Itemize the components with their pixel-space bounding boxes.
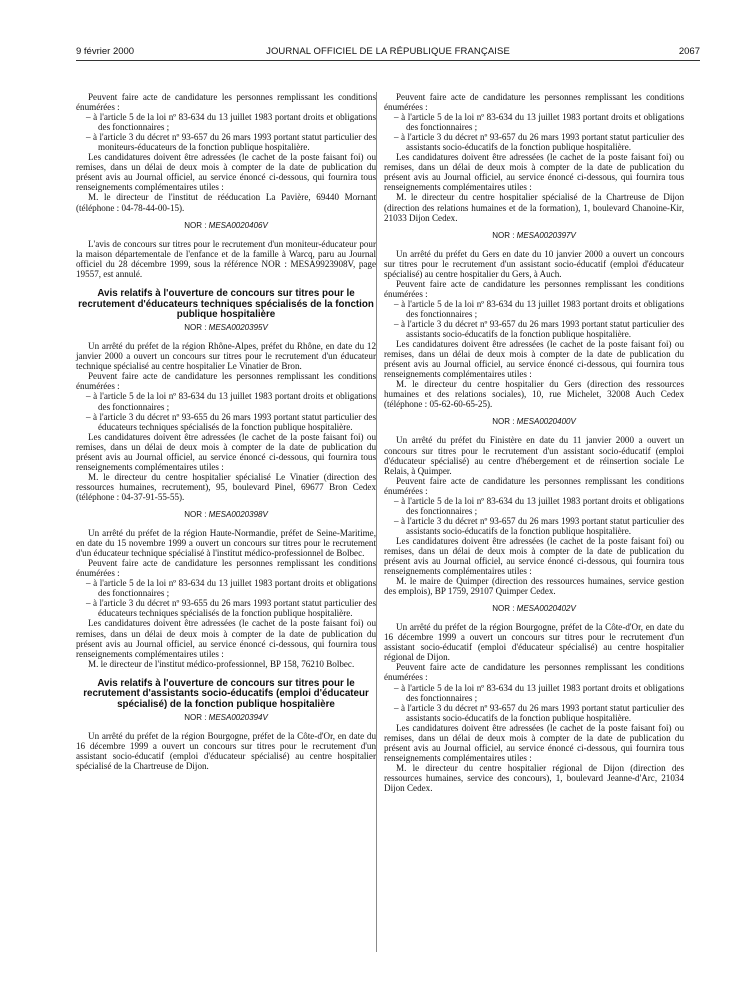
condition-item: – à l'article 5 de la loi nº 83-634 du 13 juillet 1983 portant droits et obligations des fonctionnaires ; xyxy=(394,112,684,133)
notice-paragraph: L'avis de concours sur titres pour le recrutement d'un moniteur-éducateur pour la maison départementale de l'enfance et de la famille à Warcq, paru au Journal officiel du 28 décembre 1999, sous la référence NOR : MESA9923908V, page 19557, est annulé. xyxy=(76,238,376,279)
nor-code: MESA0020395V xyxy=(208,323,268,333)
nor-code: MESA0020402V xyxy=(516,604,576,614)
nor-code: MESA0020400V xyxy=(516,417,576,427)
conditions-intro: Peuvent faire acte de candidature les personnes remplissant les conditions énumérées : xyxy=(76,371,376,392)
journal-title: JOURNAL OFFICIEL DE LA RÉPUBLIQUE FRANÇAISE xyxy=(266,46,510,57)
candidature-paragraph: Les candidatures doivent être adressées (le cachet de la poste faisant foi) ou remises, dans un délai de deux mois à compter de la date de publication du présent avis au Journal officiel, au service énoncé ci-dessous, qui fournira tous renseignements complémentaires utiles : xyxy=(384,339,684,380)
conditions-list xyxy=(384,112,684,152)
condition-item: – à l'article 3 du décret nº 93-657 du 26 mars 1993 portant statut particulier des assistants socio-éducatifs de la fonction publique hospitalière. xyxy=(394,702,684,723)
nor-label: NOR : xyxy=(184,509,207,519)
contact-address: M. le directeur du centre hospitalier du Gers (direction des ressources humaines et des relations sociales), 10, rue Michelet, 32008 Auch Cedex (téléphone : 05-62-60-65-25). xyxy=(384,379,684,410)
condition-item: – à l'article 5 de la loi nº 83-634 du 13 juillet 1983 portant droits et obligations des fonctionnaires ; xyxy=(86,578,376,599)
condition-item: – à l'article 3 du décret nº 93-657 du 26 mars 1993 portant statut particulier des assistants socio-éducatifs de la fonction publique hospitalière. xyxy=(394,515,684,536)
nor-reference xyxy=(76,713,376,723)
condition-item: – à l'article 5 de la loi nº 83-634 du 13 juillet 1983 portant droits et obligations des fonctionnaires ; xyxy=(394,298,684,319)
contact-address: M. le directeur de l'institut de rééducation La Pavière, 69440 Mornant (téléphone : 04-78-44-00-15). xyxy=(76,192,376,213)
condition-item: – à l'article 5 de la loi nº 83-634 du 13 juillet 1983 portant droits et obligations des fonctionnaires ; xyxy=(86,112,376,133)
notice-paragraph: Un arrêté du préfet de la région Bourgogne, préfet de la Côte-d'Or, en date du 16 décembre 1999 a ouvert un concours sur titres pour le recrutement d'un assistant socio-éducatif (emploi d'éducateur spécialisé) au centre hospitalier régional de Dijon. xyxy=(384,622,684,663)
nor-label: NOR : xyxy=(492,604,515,614)
nor-reference xyxy=(76,510,376,520)
condition-item: – à l'article 3 du décret nº 93-655 du 26 mars 1993 portant statut particulier des éducateurs techniques spécialisés de la fonction publique hospitalière. xyxy=(86,598,376,619)
nor-reference xyxy=(76,323,376,333)
candidature-paragraph: Les candidatures doivent être adressées (le cachet de la poste faisant foi) ou remises, dans un délai de deux mois à compter de la date de publication du présent avis au Journal officiel, au service énoncé ci-dessous, qui fournira tous renseignements complémentaires utiles : xyxy=(76,152,376,193)
section-heading: Avis relatifs à l'ouverture de concours sur titres pour le recrutement d'éducateurs techniques spécialisés de la fonction publique hospitalière xyxy=(78,287,374,321)
section-heading: Avis relatifs à l'ouverture de concours sur titres pour le recrutement d'assistants socio-éducatifs (emploi d'éducateur spécialisé) de la fonction publique hospitalière xyxy=(83,677,369,711)
nor-code: MESA0020398V xyxy=(208,509,268,519)
condition-item: – à l'article 3 du décret nº 93-657 du 26 mars 1993 portant statut particulier des assistants socio-éducatifs de la fonction publique hospitalière. xyxy=(394,318,684,340)
nor-label: NOR : xyxy=(492,230,515,240)
page-header xyxy=(76,46,700,60)
notice-paragraph: Un arrêté du préfet du Gers en date du 10 janvier 2000 a ouvert un concours sur titres pour le recrutement d'un assistant socio-éducatif (emploi d'éducateur spécialisé) au centre hospitalier du Gers, à Auch. xyxy=(384,248,684,279)
candidature-paragraph: Les candidatures doivent être adressées (le cachet de la poste faisant foi) ou remises, dans un délai de deux mois à compter de la date de publication du présent avis au Journal officiel, au service énoncé ci-dessous, qui fournira tous renseignements complémentaires utiles : xyxy=(384,722,684,763)
contact-address: M. le directeur du centre hospitalier spécialisé de la Chartreuse de Dijon (direction des relations humaines et de la formation), 1, boulevard Chanoine-Kir, 21033 Dijon Cedex. xyxy=(384,192,684,223)
condition-item: – à l'article 3 du décret nº 93-657 du 26 mars 1993 portant statut particulier des moniteurs-éducateurs de la fonction publique hospitalière. xyxy=(86,132,376,153)
nor-code: MESA0020394V xyxy=(208,713,268,723)
contact-address: M. le directeur du centre hospitalier spécialisé Le Vinatier (direction des ressources humaines, recrutement), 95, boulevard Pinel, 69677 Bron Cedex (téléphone : 04-37-91-55-55). xyxy=(76,471,376,502)
conditions-intro: Peuvent faire acte de candidature les personnes remplissant les conditions énumérées : xyxy=(384,92,684,113)
conditions-list xyxy=(384,299,684,339)
candidature-paragraph: Les candidatures doivent être adressées (le cachet de la poste faisant foi) ou remises, dans un délai de deux mois à compter de la date de publication du présent avis au Journal officiel, au service énoncé ci-dessous, qui fournira tous renseignements complémentaires utiles : xyxy=(76,618,376,659)
notice-paragraph: Un arrêté du préfet de la région Rhône-Alpes, préfet du Rhône, en date du 12 janvier 2000 a ouvert un concours sur titres pour le recrutement d'un éducateur technique spécialisé au centre hospitalier Le Vinatier de Bron. xyxy=(76,341,376,372)
left-column xyxy=(76,92,376,771)
condition-item: – à l'article 5 de la loi nº 83-634 du 13 juillet 1983 portant droits et obligations des fonctionnaires ; xyxy=(394,495,684,516)
conditions-list xyxy=(76,112,376,152)
column-divider xyxy=(376,92,377,952)
condition-item: – à l'article 5 de la loi nº 83-634 du 13 juillet 1983 portant droits et obligations des fonctionnaires ; xyxy=(86,391,376,412)
conditions-intro: Peuvent faire acte de candidature les personnes remplissant les conditions énumérées : xyxy=(384,662,684,683)
conditions-intro: Peuvent faire acte de candidature les personnes remplissant les conditions énumérées : xyxy=(384,475,684,496)
conditions-intro: Peuvent faire acte de candidature les personnes remplissant les conditions énumérées : xyxy=(384,278,684,299)
nor-label: NOR : xyxy=(184,220,207,230)
conditions-list xyxy=(384,683,684,723)
header-rule xyxy=(76,60,700,61)
nor-reference xyxy=(384,417,684,427)
notice-paragraph: Un arrêté du préfet du Finistère en date du 11 janvier 2000 a ouvert un concours sur titres pour le recrutement d'un assistant socio-éducatif (emploi d'éducateur spécialisé) au centre d'hébergement et de réinsertion sociale Le Relais, à Quimper. xyxy=(384,435,684,476)
nor-label: NOR : xyxy=(184,713,207,723)
nor-label: NOR : xyxy=(492,417,515,427)
issue-date: 9 février 2000 xyxy=(76,46,135,57)
nor-code: MESA0020397V xyxy=(516,230,576,240)
candidature-paragraph: Les candidatures doivent être adressées (le cachet de la poste faisant foi) ou remises, dans un délai de deux mois à compter de la date de publication du présent avis au Journal officiel, au service énoncé ci-dessous, qui fournira tous renseignements complémentaires utiles : xyxy=(384,535,684,577)
notice-paragraph: Un arrêté du préfet de la région Bourgogne, préfet de la Côte-d'Or, en date du 16 décembre 1999 a ouvert un concours sur titres pour le recrutement d'un assistant socio-éducatif (emploi d'éducateur spécialisé) au centre hospitalier spécialisé de la Chartreuse de Dijon. xyxy=(76,731,376,772)
page-number: 2067 xyxy=(678,46,700,57)
notice-paragraph: Un arrêté du préfet de la région Haute-Normandie, préfet de Seine-Maritime, en date du 15 novembre 1999 a ouvert un concours sur titres pour le recrutement d'un éducateur technique spécialisé à l'institut médico-professionnel de Bolbec. xyxy=(76,528,376,559)
conditions-list xyxy=(76,391,376,431)
right-column xyxy=(384,92,684,793)
condition-item: – à l'article 3 du décret nº 93-657 du 26 mars 1993 portant statut particulier des assistants socio-éducatifs de la fonction publique hospitalière. xyxy=(394,132,684,153)
nor-label: NOR : xyxy=(184,323,207,333)
candidature-paragraph: Les candidatures doivent être adressées (le cachet de la poste faisant foi) ou remises, dans un délai de deux mois à compter de la date de publication du présent avis au Journal officiel, au service énoncé ci-dessous, qui fournira tous renseignements complémentaires utiles : xyxy=(384,152,684,193)
candidature-paragraph: Les candidatures doivent être adressées (le cachet de la poste faisant foi) ou remises, dans un délai de deux mois à compter de la date de publication du présent avis au Journal officiel, au service énoncé ci-dessous, qui fournira tous renseignements complémentaires utiles : xyxy=(76,431,376,472)
contact-address: M. le directeur de l'institut médico-professionnel, BP 158, 76210 Bolbec. xyxy=(88,658,355,669)
conditions-list xyxy=(76,578,376,618)
condition-item: – à l'article 5 de la loi nº 83-634 du 13 juillet 1983 portant droits et obligations des fonctionnaires ; xyxy=(394,682,684,703)
contact-address: M. le directeur du centre hospitalier régional de Dijon (direction des ressources humaines, service des concours), 1, boulevard Jeanne-d'Arc, 21034 Dijon Cedex. xyxy=(384,762,684,793)
conditions-intro: Peuvent faire acte de candidature les personnes remplissant les conditions énumérées : xyxy=(76,558,376,579)
condition-item: – à l'article 3 du décret nº 93-655 du 26 mars 1993 portant statut particulier des éducateurs techniques spécialisés de la fonction publique hospitalière. xyxy=(86,411,376,432)
nor-reference xyxy=(76,221,376,231)
nor-reference xyxy=(384,231,684,241)
nor-code: MESA0020406V xyxy=(208,220,268,230)
contact-address: M. le maire de Quimper (direction des ressources humaines, service gestion des emplois), BP 1759, 29107 Quimper Cedex. xyxy=(384,576,684,597)
conditions-intro: Peuvent faire acte de candidature les personnes remplissant les conditions énumérées : xyxy=(76,92,376,113)
conditions-list xyxy=(384,496,684,536)
nor-reference xyxy=(384,604,684,614)
